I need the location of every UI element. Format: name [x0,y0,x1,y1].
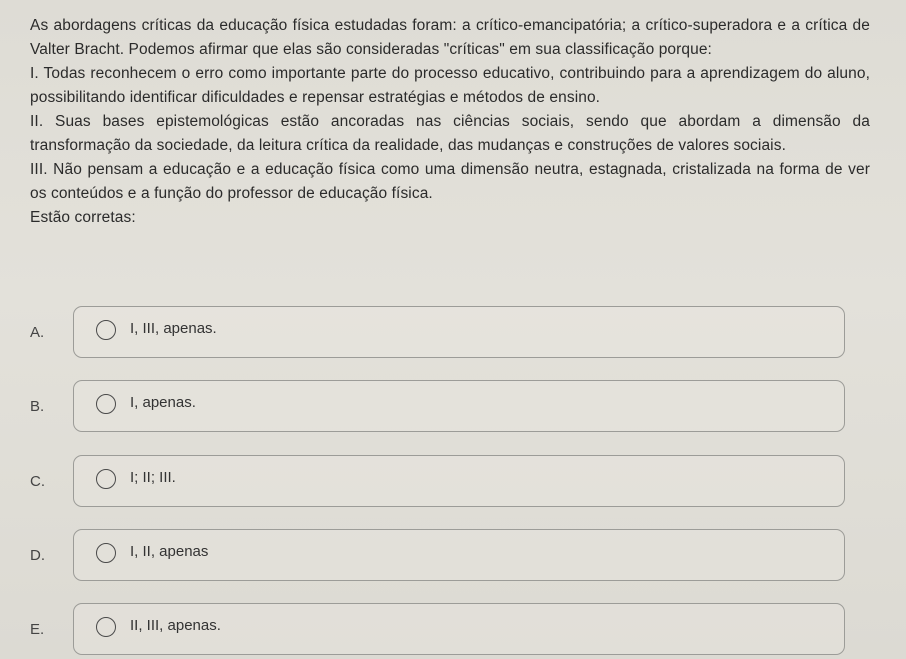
option-letter: A. [30,324,45,341]
option-c [30,455,846,507]
option-a-button[interactable] [73,306,845,358]
radio-circle-icon[interactable] [96,394,116,414]
option-text: I; II; III. [130,469,176,486]
radio-circle-icon[interactable] [96,543,116,563]
radio-circle-icon[interactable] [96,320,116,340]
option-text: I, II, apenas [130,543,209,560]
option-e-button[interactable] [73,603,845,655]
option-e [30,603,846,655]
option-c-button[interactable] [73,455,845,507]
assertion-item-2: II. Suas bases epistemológicas estão ancoradas nas ciências sociais, sendo que abordam a dimensão da transformação da sociedade, da leitura crítica da realidade, das mudanças e construções de valores sociais. [30,113,870,154]
radio-circle-icon[interactable] [96,469,116,489]
option-letter: C. [30,473,45,490]
option-b-button[interactable] [73,380,845,432]
assertion-item-3: III. Não pensam a educação e a educação física como uma dimensão neutra, estagnada, cristalizada na forma de ver os conteúdos e a função do professor de educação física. [30,161,870,202]
question-intro: As abordagens críticas da educação física estudadas foram: a crítico-emancipatória; a crítico-superadora e a crítica de Valter Bracht. Podemos afirmar que elas são consideradas "críticas" em sua classificação porque: [30,17,870,58]
option-a [30,306,846,358]
option-text: I, III, apenas. [130,320,217,337]
option-d [30,529,846,581]
option-letter: B. [30,398,45,415]
option-letter: D. [30,547,45,564]
option-text: II, III, apenas. [130,617,221,634]
answer-prompt: Estão corretas: [30,209,136,226]
option-text: I, apenas. [130,394,196,411]
option-d-button[interactable] [73,529,845,581]
radio-circle-icon[interactable] [96,617,116,637]
option-letter: E. [30,621,45,638]
assertion-item-1: I. Todas reconhecem o erro como importante parte do processo educativo, contribuindo para a aprendizagem do aluno, possibilitando identificar dificuldades e repensar estratégias e métodos de ensino. [30,65,870,106]
option-b [30,380,846,432]
